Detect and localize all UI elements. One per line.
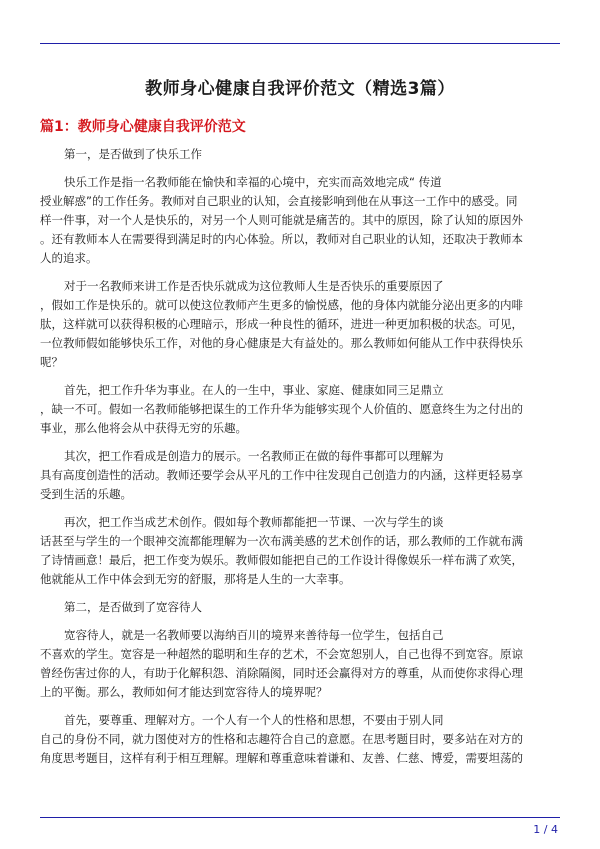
paragraph <box>40 626 560 702</box>
document-body <box>40 145 560 768</box>
paragraph <box>40 173 560 268</box>
paragraph <box>40 447 560 504</box>
section-heading: 篇1：教师身心健康自我评价范文 <box>40 119 246 135</box>
paragraph-line: 首先，要尊重、理解对方。一个人有一个人的性格和思想，不要由于别人同 <box>64 713 444 727</box>
paragraph-line: 对于一名教师来讲工作是否快乐就成为这位教师人生是否快乐的重要原因了 <box>64 279 444 293</box>
paragraph-line: 话甚至与学生的一个眼神交流都能理解为一次布满美感的艺术创作的话，那么教师的工作就布满 <box>40 534 523 548</box>
paragraph-line: 其次，把工作看成是创造力的展示。一名教师正在做的每件事都可以理解为 <box>64 449 444 463</box>
paragraph-line: 具有高度创造性的活动。教师还要学会从平凡的工作中往发现自己创造力的内涵，这样更轻易享 <box>40 468 523 482</box>
paragraph-line: 不喜欢的学生。宽容是一种超然的聪明和生存的艺术，不会宽恕别人，自己也得不到宽容。原谅 <box>40 647 523 661</box>
paragraph-line: 事业，那么他将会从中获得无穷的乐趣。 <box>40 421 247 435</box>
paragraph-line: 快乐工作是指一名教师能在愉快和幸福的心境中，充实而高效地完成“ 传道 <box>64 175 442 189</box>
paragraph-line: 曾经伤害过你的人，有助于化解积怨、消除隔阂，同时还会赢得对方的尊重，从而使你求得心理 <box>40 666 523 680</box>
paragraph-line: 授业解惑”的工作任务。教师对自己职业的认知，会直接影响到他在从事这一工作中的感受。同 <box>40 194 518 208</box>
paragraph-line: 呢？ <box>40 355 63 369</box>
paragraph <box>40 381 560 438</box>
paragraph <box>40 711 560 768</box>
paragraph-line: 受到生活的乐趣。 <box>40 487 132 501</box>
header-rule <box>40 43 560 44</box>
paragraph-line: 自己的身份不同，就力图使对方的性格和志趣符合自己的意愿。在思考题目时，要多站在对方的 <box>40 732 523 746</box>
paragraph-line: 再次，把工作当成艺术创作。假如每个教师都能把一节课、一次与学生的谈 <box>64 515 444 529</box>
paragraph <box>40 598 560 617</box>
paragraph-line: 样一件事，对一个人是快乐的，对另一个人则可能就是痛苦的。其中的原因，除了认知的原因外 <box>40 213 523 227</box>
footer-rule <box>40 817 560 818</box>
paragraph-line: 角度思考题目，这样有利于相互理解。理解和尊重意味着谦和、友善、仁慈、博爱，需要坦荡的 <box>40 751 523 765</box>
paragraph <box>40 513 560 589</box>
paragraph-line: 第二，是否做到了宽容待人 <box>64 600 202 614</box>
paragraph-line: ，假如工作是快乐的。就可以使这位教师产生更多的愉悦感，他的身体内就能分泌出更多的内啡 <box>40 298 523 312</box>
paragraph <box>40 277 560 372</box>
paragraph-line: 首先，把工作升华为事业。在人的一生中，事业、家庭、健康如同三足鼎立 <box>64 383 444 397</box>
document-title: 教师身心健康自我评价范文（精选3篇） <box>145 79 455 99</box>
paragraph-line: 人的追求。 <box>40 251 98 265</box>
paragraph-line: 宽容待人，就是一名教师要以海纳百川的境界来善待每一位学生，包括自己 <box>64 628 444 642</box>
page-number: 1 / 4 <box>533 823 558 836</box>
paragraph-line: 肽，这样就可以获得积极的心理暗示，形成一种良性的循环，进进一种更加积极的状态。可见， <box>40 317 523 331</box>
paragraph-line: 一位教师假如能够快乐工作，对他的身心健康是大有益处的。那么教师如何能从工作中获得快乐 <box>40 336 523 350</box>
paragraph-line: 他就能从工作中体会到无穷的舒服，那将是人生的一大幸事。 <box>40 572 351 586</box>
paragraph <box>40 145 560 164</box>
paragraph-line: 第一，是否做到了快乐工作 <box>64 147 202 161</box>
paragraph-line: 上的平衡。那么，教师如何才能达到宽容待人的境界呢？ <box>40 685 328 699</box>
paragraph-line: 了诗情画意！最后，把工作变为娱乐。教师假如能把自己的工作设计得像娱乐一样布满了欢笑， <box>40 553 523 567</box>
paragraph-line: 。还有教师本人在需要得到满足时的内心体验。所以，教师对自己职业的认知，还取决于教师本 <box>40 232 523 246</box>
paragraph-line: ，缺一不可。假如一名教师能够把谋生的工作升华为能够实现个人价值的、愿意终生为之付出的 <box>40 402 523 416</box>
